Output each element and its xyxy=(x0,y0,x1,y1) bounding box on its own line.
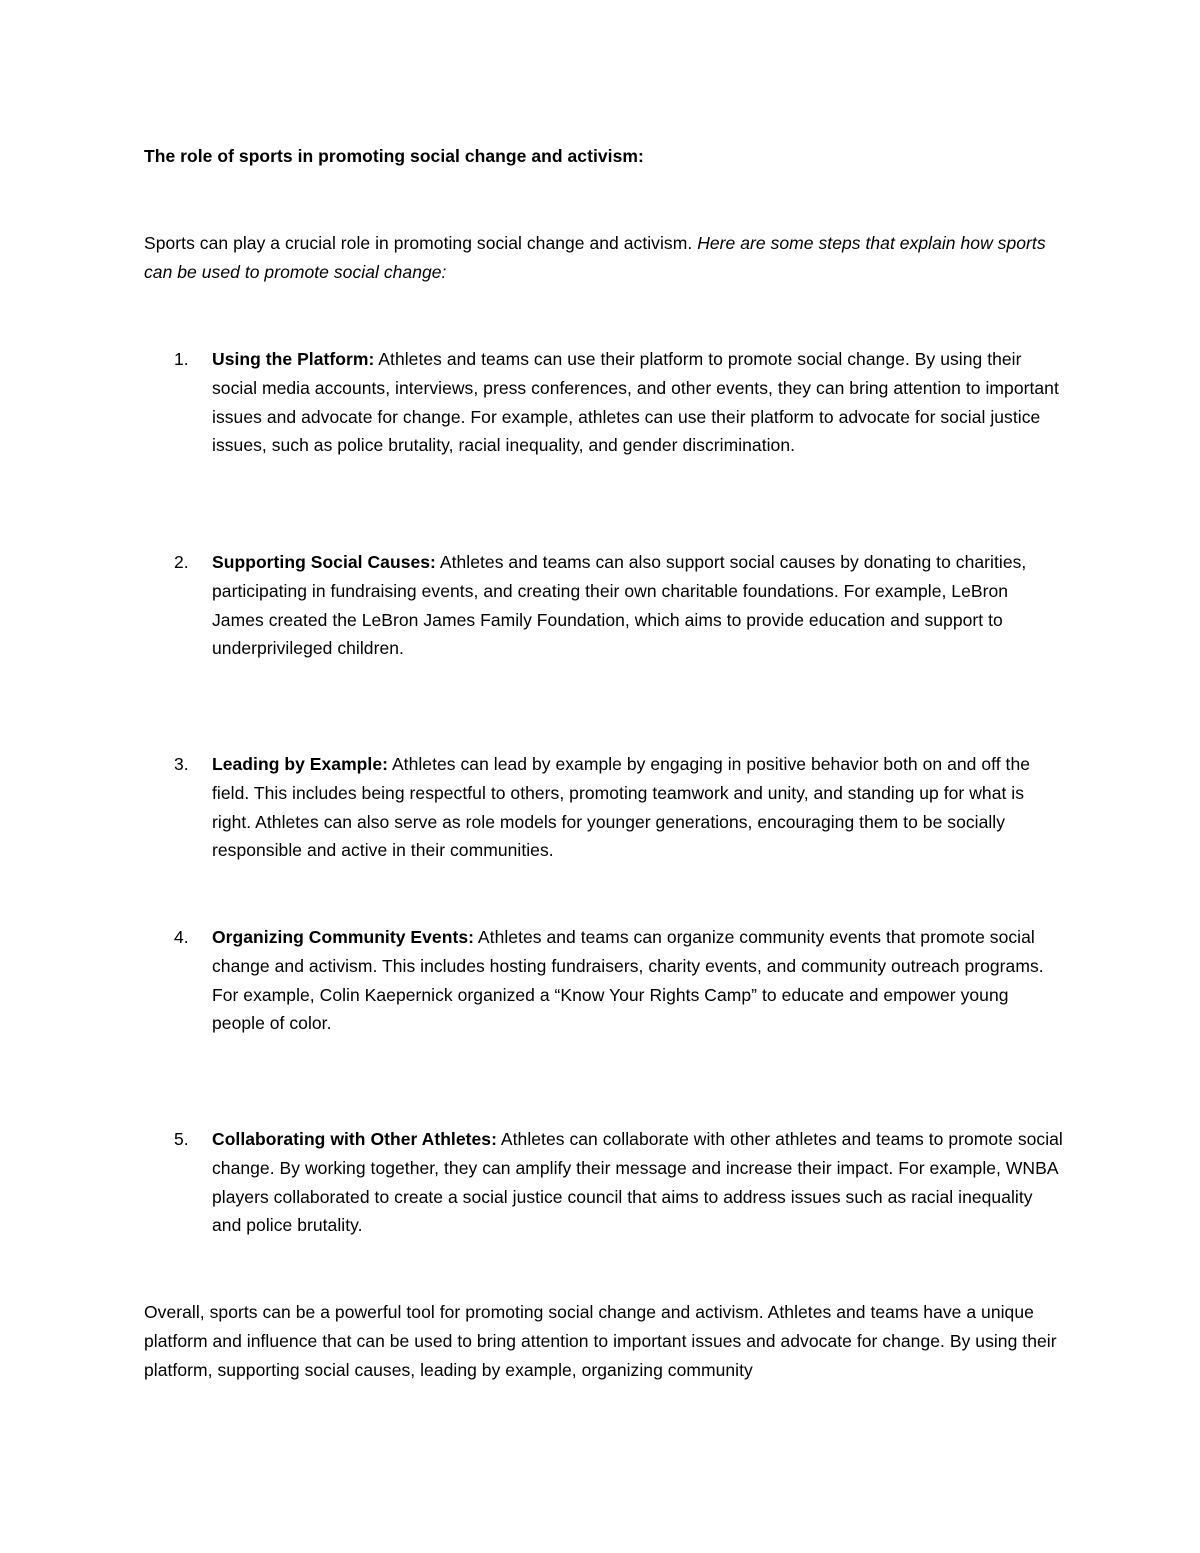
list-item-term: Using the Platform: xyxy=(212,349,375,369)
intro-plain-text: Sports can play a crucial role in promoting social change and activism. xyxy=(144,233,698,253)
list-item-body xyxy=(212,345,1064,460)
list-item-term: Leading by Example: xyxy=(212,754,388,774)
list-item-number: 5. xyxy=(174,1129,189,1149)
intro-italic-text: Here are some steps that explain how sports can be used to promote social change: xyxy=(144,233,1046,282)
list-item-text: Athletes and teams can use their platform to promote social change. By using their social media accounts, interviews, press conferences, and other events, they can bring attention to important issues and advocate for change. For example, athletes can use their platform to advocate for social justice issues, such as police brutality, racial inequality, and gender discrimination. xyxy=(212,349,1059,456)
list-item-term: Collaborating with Other Athletes: xyxy=(212,1129,497,1149)
list-item-term: Supporting Social Causes: xyxy=(212,552,436,572)
conclusion-paragraph: Overall, sports can be a powerful tool for promoting social change and activism. Athletes and teams have a unique platform and influence that can be used to bring attention to important issues and advocate for change. By using their platform, supporting social causes, leading by example, organizing community xyxy=(144,1302,1057,1380)
list-item-number: 4. xyxy=(174,927,189,947)
list-item-text: Athletes can lead by example by engaging in positive behavior both on and off the field. This includes being respectful to others, promoting teamwork and unity, and standing up for what is right. Athletes can also serve as role models for younger generations, encouraging them to be socially responsible and active in their communities. xyxy=(212,754,1031,861)
list-item-text: Athletes and teams can organize community events that promote social change and activism. This includes hosting fundraisers, charity events, and community outreach programs. For example, Colin Kaepernick organized a “Know Your Rights Camp” to educate and empower young people of color. xyxy=(212,927,1044,1034)
list-item-body xyxy=(212,1125,1064,1240)
list-item-text: Athletes and teams can also support social causes by donating to charities, participating in fundraising events, and creating their own charitable foundations. For example, LeBron James created the LeBron James Family Foundation, which aims to provide education and support to underprivileged children. xyxy=(212,552,1027,659)
list-item-number: 2. xyxy=(174,552,189,572)
document-title: The role of sports in promoting social change and activism: xyxy=(144,146,644,166)
list-item-body xyxy=(212,548,1064,663)
intro-paragraph xyxy=(144,229,1064,287)
list-item-body xyxy=(212,750,1064,865)
list-item-term: Organizing Community Events: xyxy=(212,927,474,947)
list-item-body xyxy=(212,923,1064,1038)
list-item-text: Athletes can collaborate with other athletes and teams to promote social change. By working together, they can amplify their message and increase their impact. For example, WNBA players collaborated to create a social justice council that aims to address issues such as racial inequality and police brutality. xyxy=(212,1129,1063,1236)
list-item-number: 1. xyxy=(174,349,189,369)
list-item-number: 3. xyxy=(174,754,189,774)
